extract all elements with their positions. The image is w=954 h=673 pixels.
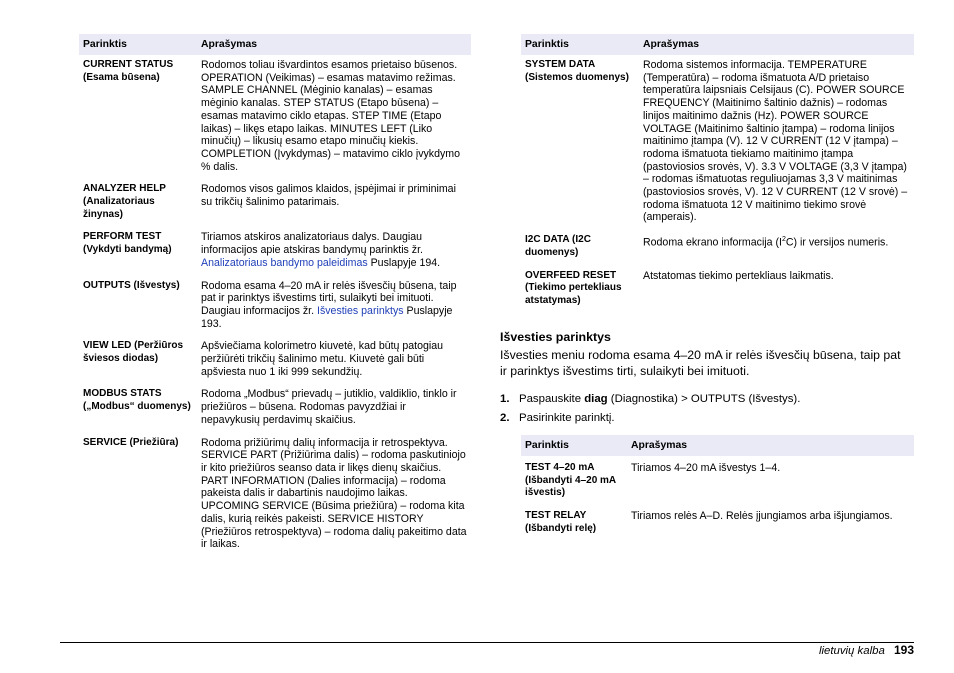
row-key: TEST RELAY (Išbandyti relę) [525, 510, 597, 534]
row-key: SERVICE (Priežiūra) [83, 436, 179, 448]
table-row [521, 510, 914, 535]
footer-rule [60, 642, 914, 643]
column-header-param: Parinktis [521, 435, 627, 456]
column-header-param: Parinktis [79, 34, 197, 55]
desc-text: Tiriamos atskiros analizatoriaus dalys. Daugiau informacijos apie atskiras bandymų parinktis žr. [201, 231, 423, 257]
table-row [521, 462, 914, 500]
table-row [79, 340, 471, 378]
table-header-row [79, 34, 471, 55]
desc-text: C) ir versijos numeris. [785, 236, 889, 249]
desc-text: Puslapyje 193. [201, 304, 453, 330]
step-text: Paspauskite [519, 393, 585, 405]
desc-text: Rodoma esama 4–20 mA ir relės išvesčių būsena, taip pat ir parinktys išvestims tirti, sulaikyti bei imituoti. Daugiau informacijos žr. [201, 279, 457, 317]
column-header-desc: Aprašymas [639, 34, 914, 55]
footer-language: lietuvių kalba [818, 645, 885, 657]
row-desc: Rodomos visos galimos klaidos, įspėjimai ir priminimai su trikčių šalinimo patarimais. [201, 183, 456, 209]
row-desc: Tiriamos relės A–D. Relės įjungiamos arba išjungiamos. [631, 510, 893, 523]
left-options-table [79, 34, 471, 551]
table-row [79, 59, 471, 173]
cross-reference-link[interactable]: Analizatoriaus bandymo paleidimas [201, 256, 368, 269]
row-key: TEST 4–20 mA (Išbandyti 4–20 mA išvestis) [525, 462, 616, 499]
row-key: OUTPUTS (Išvestys) [83, 279, 180, 291]
page-footer [819, 643, 914, 657]
table-row [79, 183, 471, 221]
row-key: SYSTEM DATA (Sistemos duomenys) [525, 59, 629, 83]
step-text: Pasirinkite parinktį. [519, 412, 615, 424]
step-2 [500, 412, 615, 424]
desc-text: Rodoma ekrano informacija (I [643, 236, 782, 249]
row-key: VIEW LED (Peržiūros šviesos diodas) [83, 340, 184, 365]
row-key: CURRENT STATUS (Esama būsena) [83, 59, 174, 83]
row-key: ANALYZER HELP (Analizatoriaus žinynas) [83, 183, 166, 220]
row-key: OVERFEED RESET (Tiekimo pertekliaus atstatymas) [525, 269, 622, 306]
table-row [521, 234, 914, 259]
section-title: Išvesties parinktys [500, 330, 611, 344]
superscript: 2 [781, 236, 786, 244]
row-desc: Apšviečiama kolorimetro kiuvetė, kad būtų patogiau peržiūrėti trikčių šalinimo metu. Kiuvetė gali būti apšviesta nuo 1 iki 999 sekundžių. [201, 340, 444, 378]
step-text: (Diagnostika) > OUTPUTS (Išvestys). [607, 393, 801, 405]
row-key: PERFORM TEST (Vykdyti bandymą) [83, 231, 172, 256]
row-desc [197, 231, 471, 269]
desc-text: Puslapyje 194. [370, 256, 441, 269]
row-desc: Rodomos toliau išvardintos esamos prietaiso būsenos. OPERATION (Veikimas) – esamas matavimo režimas. SAMPLE CHANNEL (Mėginio kanalas) – esamas mėginio kanalas. STEP STATUS (Etapo būsena) – esamas matavimo ciklo etapas. STEP TIME (Etapo laikas) – likęs etapo laikas. MINUTES LEFT (Liko minučių) – likusių esamo etapo minučių kiekis. COMPLETION (Įvykdymas) – matavimo ciklo įvykdymo % dalis. [201, 59, 461, 173]
row-desc: Rodoma sistemos informacija. TEMPERATURE (Temperatūra) – rodoma išmatuota A/D prietaiso temperatūra laipsniais Celsijaus (C). POWER SOURCE FREQUENCY (Maitinimo šaltinio dažnis) – rodomas linijos maitinimo dažnis (Hz). POWER SOURCE VOLTAGE (Maitinimo šaltinio įtampa) – rodoma linijos maitinimo įtampa (V). 12 V CURRENT (12 V įtampa) – rodoma išmatuota tiekiamo maitinimo įtampa (pastoviosios srovės, V). 3.3 V VOLTAGE (3,3 V įtampa) – rodomas išmatuotas reguliuojamas 3,3 V maitinimas (pastoviosios srovės, V). 12 V CURRENT (12 V srovė) – rodoma išmatuota 12 V maitinimo tiekimo srovė (amperais). [643, 59, 908, 224]
cross-reference-link[interactable]: Išvesties parinktys [317, 304, 404, 317]
table-row [79, 388, 471, 426]
step-key: diag [584, 393, 608, 405]
step-number: 2. [500, 412, 510, 424]
column-header-param: Parinktis [521, 34, 639, 55]
row-desc: Atstatomas tiekimo pertekliaus laikmatis. [643, 269, 834, 282]
table-row [521, 270, 914, 308]
table-header-row [521, 34, 914, 55]
output-options-table [521, 435, 914, 536]
step-number: 1. [500, 393, 510, 405]
column-header-desc: Aprašymas [627, 435, 914, 456]
row-desc: Tiriamos 4–20 mA išvestys 1–4. [631, 462, 781, 474]
page-number: 193 [893, 643, 914, 657]
table-header-row [521, 435, 914, 456]
section-intro: Išvesties meniu rodoma esama 4–20 mA ir relės išvesčių būsena, taip pat ir parinktys išvestims tirti, sulaikyti bei imituoti. [500, 348, 901, 378]
step-1 [500, 393, 800, 405]
row-key: MODBUS STATS („Modbus“ duomenys) [83, 388, 191, 413]
right-options-table [521, 34, 914, 308]
table-row [79, 280, 471, 331]
row-key: I2C DATA (I2C duomenys) [525, 234, 591, 258]
row-desc: Rodoma „Modbus“ prievadų – jutiklio, valdiklio, tinklo ir priežiūros – būsena. Rodomas pavyzdžiai ir nepavykusių perdavimų skaičius. [201, 388, 457, 426]
column-header-desc: Aprašymas [197, 34, 471, 55]
table-row [79, 437, 471, 551]
row-desc [639, 234, 914, 259]
table-row [79, 231, 471, 269]
table-row [521, 59, 914, 224]
row-desc [197, 280, 471, 331]
row-desc: Rodoma prižiūrimų dalių informacija ir retrospektyva. SERVICE PART (Prižiūrima dalis) – rodoma paskutiniojo ir kito priežiūros seanso data ir likęs dienų skaičius. PART INFORMATION (Dalies informacija) – rodoma pakeista dalis ir dabartinis naudojimo laikas. UPCOMING SERVICE (Būsima priežiūra) – rodoma kita dalis, kurią reikės pakeisti. SERVICE HISTORY (Priežiūros retrospektyva) – rodoma dalių pakeitimo data ir laikas. [201, 436, 467, 551]
